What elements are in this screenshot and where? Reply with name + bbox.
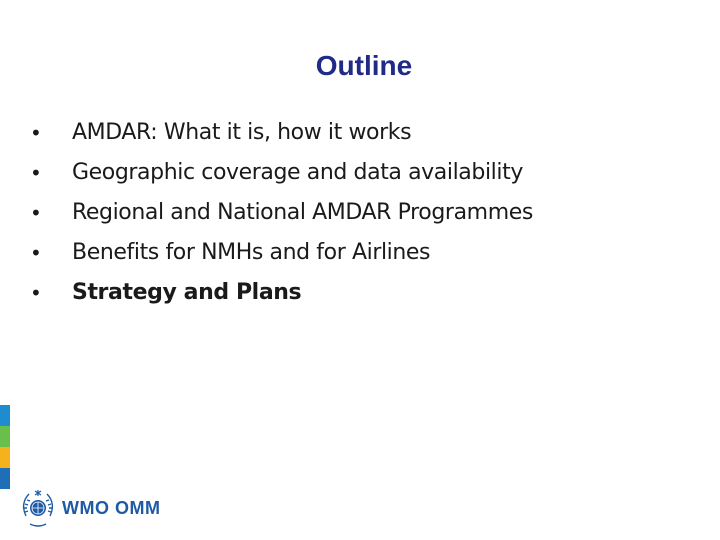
bullet-text: Regional and National AMDAR Programmes [72, 200, 533, 225]
bullet-text: AMDAR: What it is, how it works [72, 120, 412, 145]
bullet-item-highlighted [28, 276, 533, 316]
bullet-dot: • [30, 201, 42, 225]
bullet-text: Benefits for NMHs and for Airlines [72, 240, 431, 265]
wmo-emblem-icon [20, 486, 56, 530]
bullet-dot: • [30, 161, 42, 185]
bullet-dot: • [30, 121, 42, 145]
stripe-green [0, 426, 10, 447]
bullet-item [28, 196, 533, 236]
stripe-blue [0, 405, 10, 426]
slide-title-text: Outline [315, 50, 413, 81]
logo-text: WMO OMM [62, 497, 161, 518]
bullet-text: Strategy and Plans [72, 280, 302, 305]
bullet-item [28, 116, 533, 156]
bullet-item [28, 156, 533, 196]
bullet-text: Geographic coverage and data availability [72, 160, 523, 185]
slide-title [0, 50, 720, 82]
stripe-darkblue [0, 468, 10, 489]
bullet-dot: • [30, 241, 42, 265]
footer-color-stripes [0, 405, 10, 489]
wmo-logo [20, 486, 160, 530]
stripe-yellow [0, 447, 10, 468]
bullet-item [28, 236, 533, 276]
bullet-list [28, 116, 533, 316]
bullet-dot: • [30, 281, 42, 305]
